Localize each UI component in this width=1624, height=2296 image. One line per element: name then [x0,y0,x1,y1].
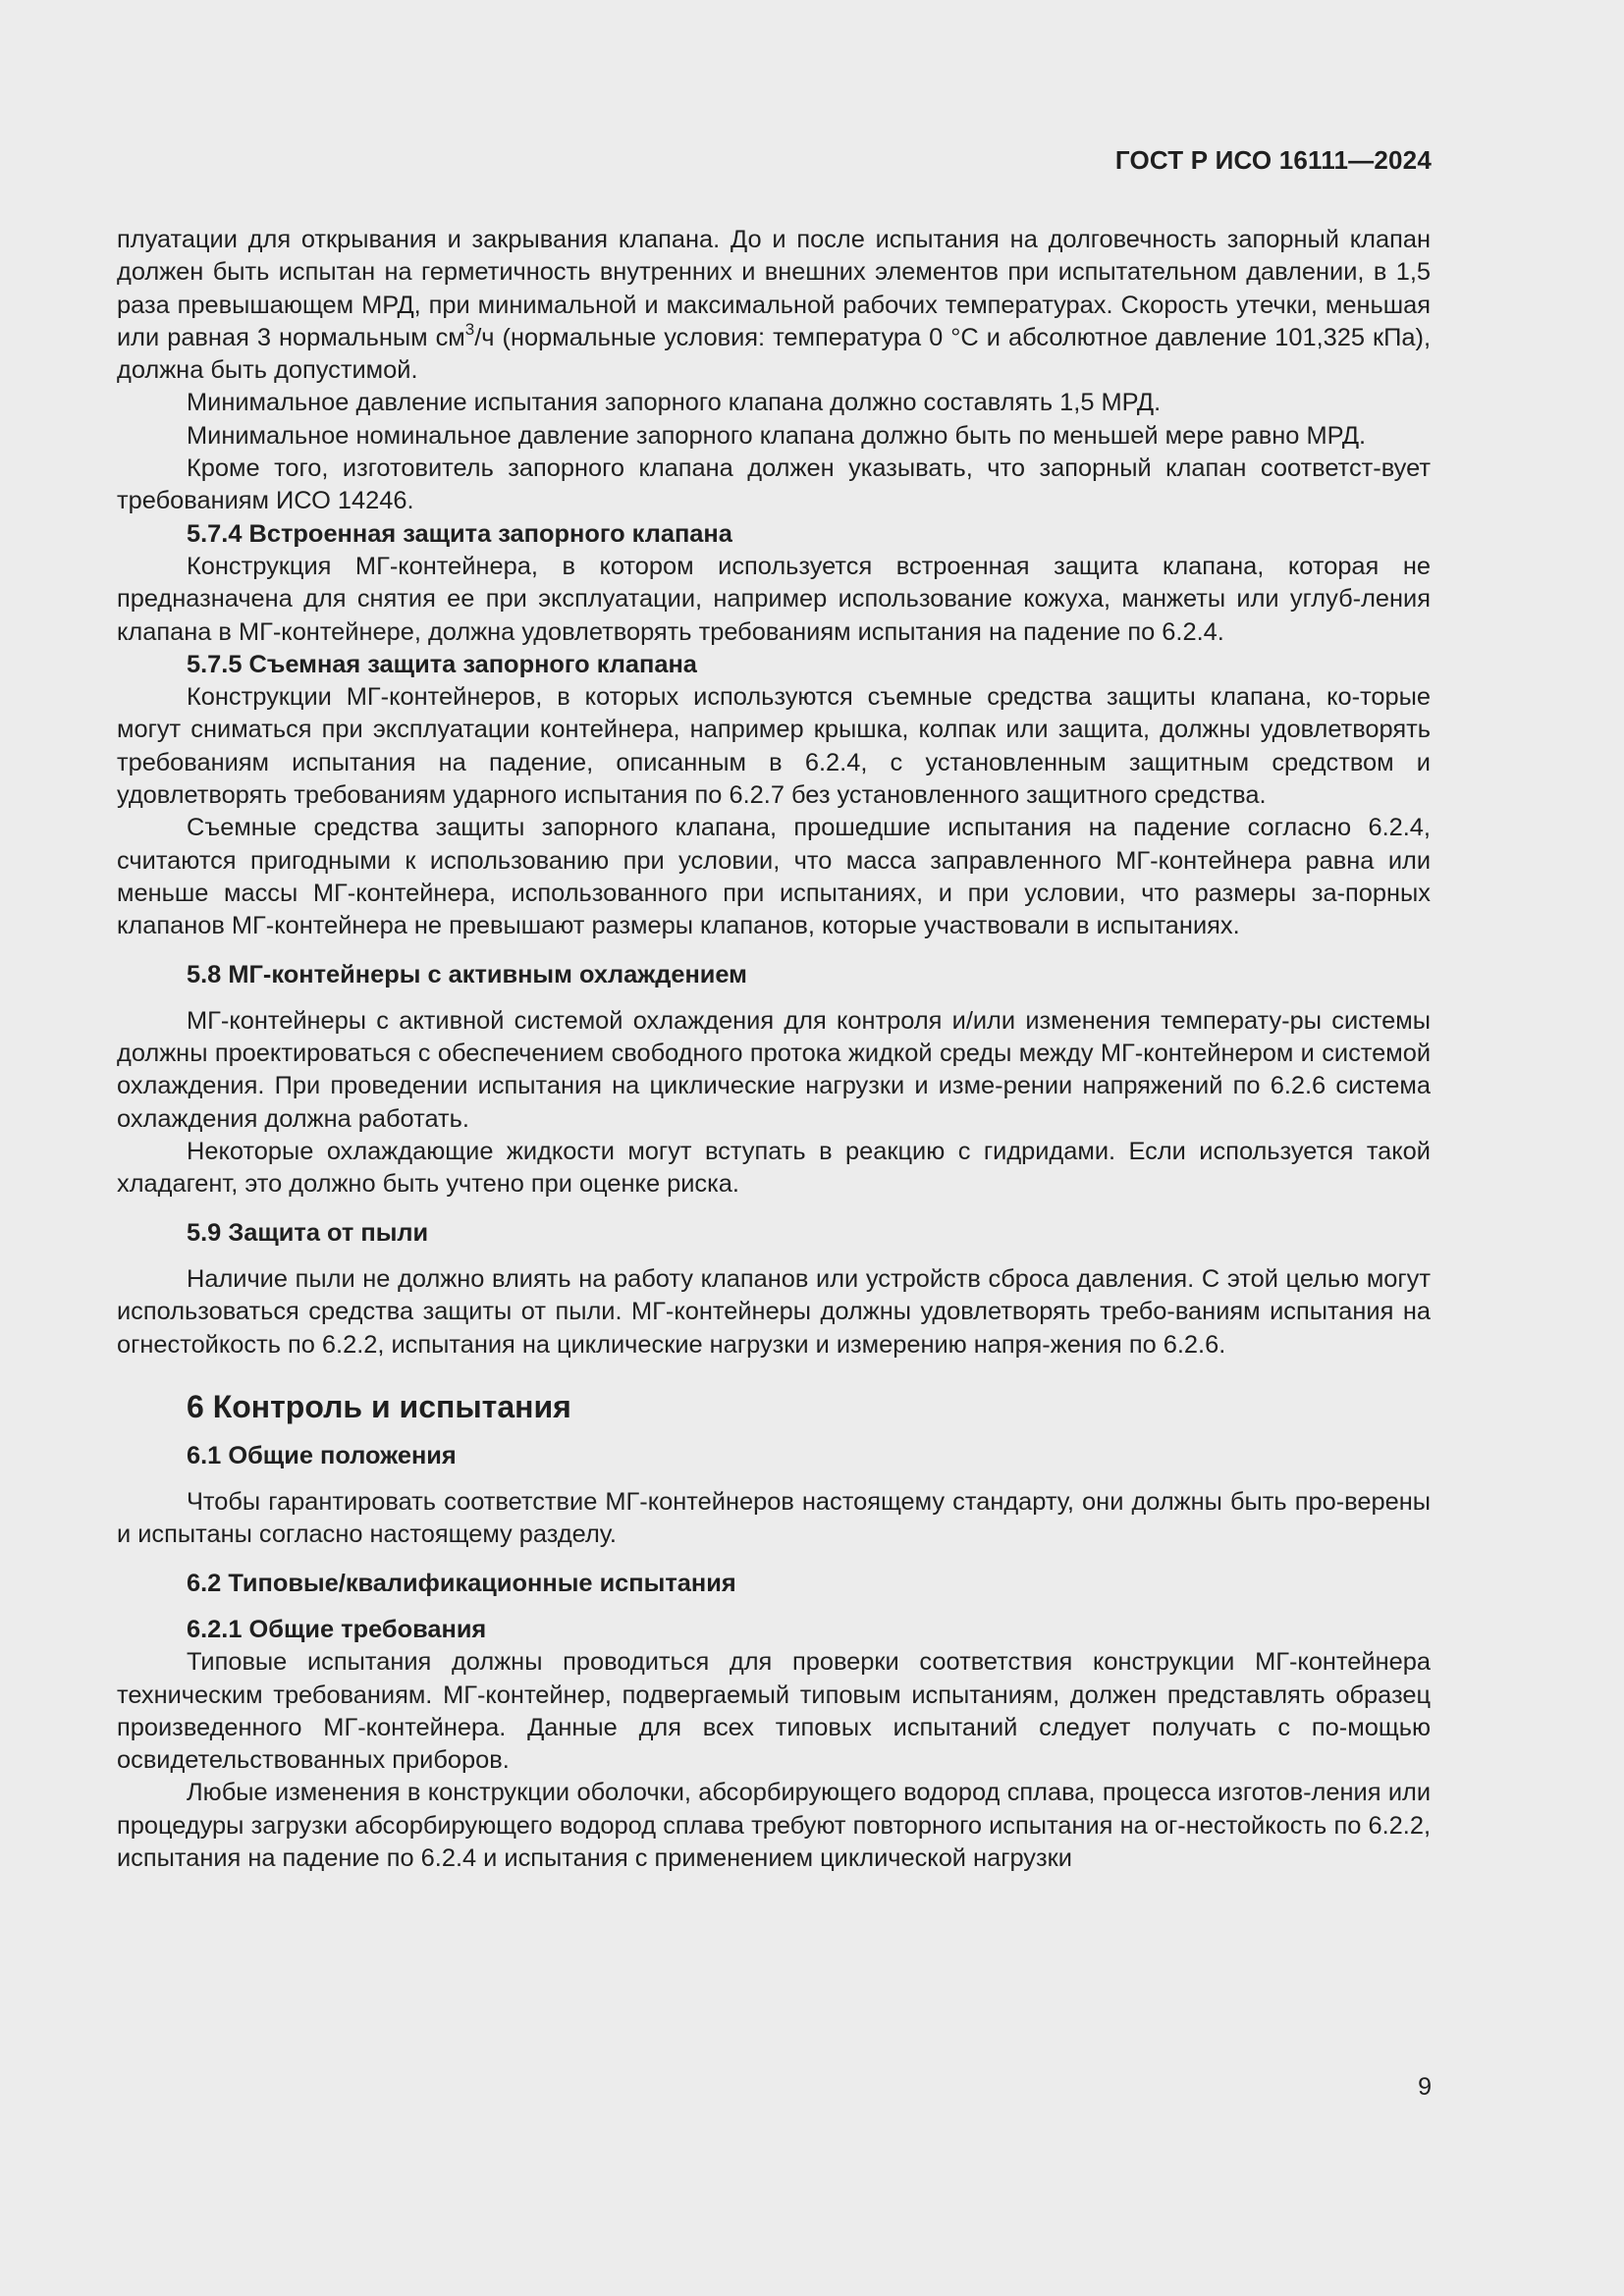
paragraph-removable-protection: Конструкции МГ-контейнеров, в которых используются съемные средства защиты клапана, ко-торые могут сниматься при эксплуатации контейнера, например крышка, колпак или защита, должны удовлетворять требованиям испытания на падение, описанным в 6.2.4, с установленным защитным средством и удовлетворять требованиям ударного испытания по 6.2.7 без установленного защитного средства. [117,683,1431,810]
paragraph-coolants: Некоторые охлаждающие жидкости могут вступать в реакцию с гидридами. Если используется такой хладагент, это должно быть учтено при оценке риска. [117,1138,1431,1199]
paragraph-general-provisions: Чтобы гарантировать соответствие МГ-контейнеров настоящему стандарту, они должны быть про-верены и испытаны согласно настоящему разделу. [117,1488,1431,1549]
paragraph-min-test-pressure: Минимальное давление испытания запорного клапана должно составлять 1,5 МРД. [187,389,1162,417]
paragraph-dust-protection: Наличие пыли не должно влиять на работу клапанов или устройств сброса давления. С этой целью могут использоваться средства защиты от пыли. МГ-контейнеры должны удовлетворять требо-ваниям испытания на огнестойкость по 6.2.2, испытания на циклические нагрузки и измерению напря-жения по 6.2.6. [117,1264,1431,1359]
section-heading-6: 6 Контроль и испытания [187,1388,571,1424]
paragraph-active-cooling: МГ-контейнеры с активной системой охлаждения для контроля и/или изменения температу-ры системы должны проектироваться с обеспечением свободного протока жидкой среды между МГ-контейнером и системой охлаждения. При проведении испытания на циклические нагрузки и изме-рении напряжений по 6.2.6 система охлаждения должна работать. [117,1006,1431,1133]
section-heading-6-2: 6.2 Типовые/квалификационные испытания [187,1569,736,1597]
paragraph-removable-protection-conditions: Съемные средства защиты запорного клапана, прошедшие испытания на падение согласно 6.2.4, считаются пригодными к использованию при условии, что масса заправленного МГ-контейнера равна или меньше массы МГ-контейнера, использованного при испытаниях, и при условии, что размеры за-порных клапанов МГ-контейнера не превышают размеры клапанов, которые участвовали в испытаниях. [117,814,1431,940]
paragraph-text: плуатации для открывания и закрывания клапана. До и после испытания на долговечность запорный клапан должен быть испытан на герметичность внутренних и внешних элементов при испытательном давлении, в 1,5 раза превышающем МРД, при минимальной и максимальной рабочих температурах. Скорость утечки, меньшая или равная 3 нормальным см [117,226,1431,351]
paragraph-continuation [117,224,1431,387]
section-heading-6-1: 6.1 Общие положения [187,1441,457,1469]
paragraph-iso-compliance: Кроме того, изготовитель запорного клапана должен указывать, что запорный клапан соответст-вует требованиям ИСО 14246. [117,454,1431,515]
superscript: 3 [464,319,475,339]
paragraph-design-changes: Любые изменения в конструкции оболочки, абсорбирующего водород сплава, процесса изготов-ления или процедуры загрузки абсорбирующего водород сплава требуют повторного испытания на ог-нестойкость по 6.2.2, испытания на падение по 6.2.4 и испытания с применением циклической нагрузки [117,1779,1431,1873]
section-heading-5-8: 5.8 МГ-контейнеры с активным охлаждением [187,960,747,988]
document-code-header: ГОСТ Р ИСО 16111—2024 [1114,145,1432,175]
section-heading-6-2-1: 6.2.1 Общие требования [187,1615,487,1643]
paragraph-text-tail: /ч (нормальные условия: температура 0 °С и абсолютное давление 101,325 кПа), должна быть допустимой. [117,323,1431,385]
section-heading-5-7-4: 5.7.4 Встроенная защита запорного клапана [187,519,732,548]
paragraph-builtin-protection: Конструкция МГ-контейнера, в котором используется встроенная защита клапана, которая не предназначена для снятия ее при эксплуатации, например использование кожуха, манжеты или углуб-ления клапана в МГ-контейнере, должна удовлетворять требованиям испытания на падение по 6.2.4. [117,552,1431,646]
section-heading-5-9: 5.9 Защита от пыли [187,1218,429,1247]
section-heading-5-7-5: 5.7.5 Съемная защита запорного клапана [187,650,697,678]
paragraph-min-nominal-pressure: Минимальное номинальное давление запорного клапана должно быть по меньшей мере равно МРД. [187,421,1367,450]
paragraph-type-tests: Типовые испытания должны проводиться для проверки соответствия конструкции МГ-контейнера техническим требованиям. МГ-контейнер, подвергаемый типовым испытаниям, должен представлять образец произведенного МГ-контейнера. Данные для всех типовых испытаний следует получать с по-мощью освидетельствованных приборов. [117,1648,1431,1775]
page-body [117,224,1431,1875]
page-number: 9 [1418,2073,1432,2101]
